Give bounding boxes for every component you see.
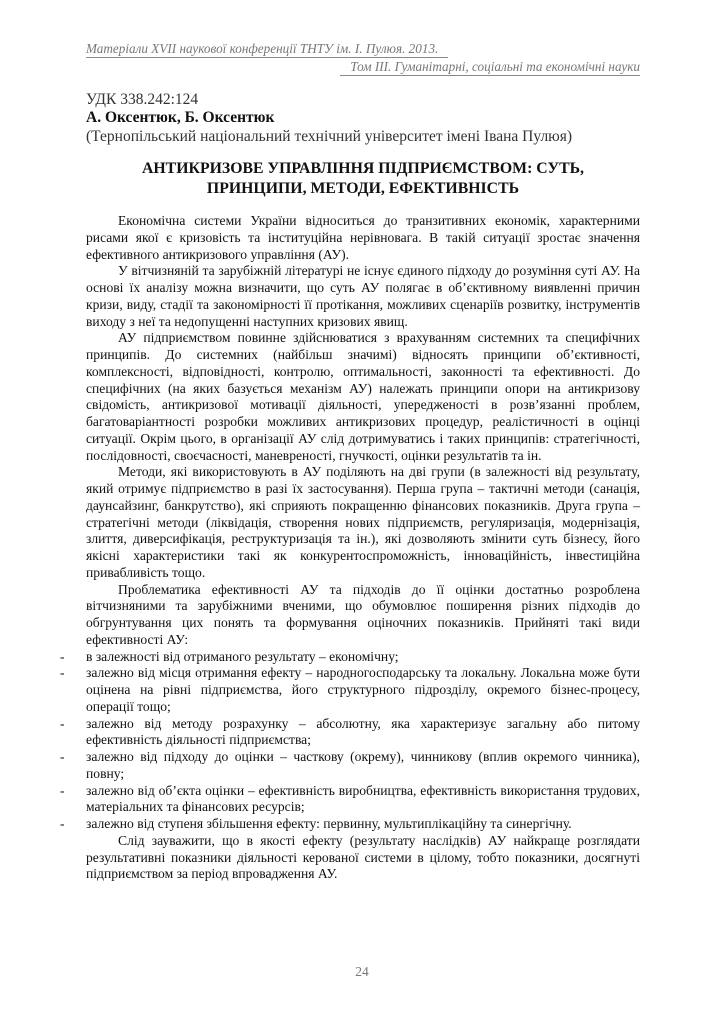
list-item-text: залежно від об’єкта оцінки – ефективність виробництва, ефективність використання трудових, матеріальних та фінансових ресурсів;	[86, 782, 640, 815]
body-paragraph: Проблематика ефективності АУ та підходів до її оцінки достатньо розроблена вітчизняними та зарубіжними вченими, що обумовлює поширення різних підходів до обгрунтування цих понять та формування оціночних показників. Прийняті такі види ефективності АУ:	[86, 581, 640, 647]
list-dash: -	[60, 749, 65, 764]
list-item	[60, 816, 640, 833]
page-number: 24	[355, 964, 369, 979]
list-dash: -	[60, 782, 65, 798]
list-item-text: залежно від місця отримання ефекту – народногосподарську та локальну. Локальна може бути оцінена на рівні підприємства, його структурного підрозділу, окремого бізнес-процесу, операції тощо;	[86, 665, 640, 714]
article-title-line: ПРИНЦИПИ, МЕТОДИ, ЕФЕКТИВНІСТЬ	[206, 180, 520, 197]
running-header-conference: Матеріали XVІI наукової конференції ТНТУ ім. І. Пулюя. 2013.	[86, 41, 439, 56]
list-item	[60, 665, 640, 715]
list-dash: -	[60, 816, 65, 831]
list-item-text: в залежності від отриманого результату – економічну;	[86, 648, 399, 664]
body-paragraph-final: Слід зауважити, що в якості ефекту (результату наслідків) АУ найкраще розглядати результативні показники діяльності керованої системи в цілому, тобто показники, досягнуті підприємством за період впровадження АУ.	[86, 832, 640, 882]
list-item-text: залежно від ступеня збільшення ефекту: первинну, мультиплікаційну та синергічну.	[86, 816, 572, 831]
efficiency-types-list	[60, 648, 640, 833]
list-item	[60, 749, 640, 783]
body-paragraph: У вітчизняній та зарубіжній літературі не існує єдиного підходу до розуміння суті АУ. На основі їх аналізу можна визначити, що суть АУ полягає в об’єктивному виявленні причин кризи, виду, стадії та закономірності її протікання, можливих сценаріїв розвитку, інструментів виходу з неї та недопущенні наступних кризових явищ.	[86, 263, 640, 329]
list-item	[60, 648, 640, 666]
udk-code: УДК 338.242:124	[86, 91, 199, 108]
list-item-text: залежно від підходу до оцінки – часткову (окрему), чинникову (вплив окремого чинника), повну;	[86, 749, 640, 781]
affiliation: (Тернопільський національний технічний університет імені Івана Пулюя)	[86, 128, 573, 145]
list-item	[60, 715, 640, 750]
body-paragraph: АУ підприємством повинне здійснюватися з врахуванням системних та специфічних принципів. До системних (найбільш значимі) відносять принципи об’єктивності, комплексності, відповідності, контролю, оптимальності, законності та ефективності. До специфічних (на яких базується механізм АУ) належать принципи опори на антикризову свідомість, антикризової мотивації діяльності, упередженості в розв’язанні проблем, багатоваріантності розробки можливих антикризових процедур, реалістичності в оцінці ситуації. Окрім цього, в організації АУ слід дотримуватись і таких принципів: стратегічності, послідовності, своєчасності, маневреності, гнучкості, оцінки результатів та ін.	[86, 330, 640, 463]
running-header-volume: Том ІІІ. Гуманітарні, соціальні та економічні науки	[350, 59, 640, 74]
list-dash: -	[60, 648, 65, 664]
article-title-line: АНТИКРИЗОВЕ УПРАВЛІННЯ ПІДПРИЄМСТВОМ: СУТЬ,	[141, 160, 585, 177]
list-dash: -	[60, 715, 65, 731]
article-title	[86, 159, 640, 199]
body-paragraph: Економічна системи України відноситься до транзитивних економік, характерними рисами якої є кризовість та інституційна нерівновага. В такій ситуації зростає значення ефективного антикризового управління (АУ).	[86, 213, 640, 262]
header-underline	[340, 75, 640, 76]
article-body	[60, 213, 640, 883]
list-item	[60, 782, 640, 817]
header-underline	[86, 57, 448, 58]
list-dash: -	[60, 665, 65, 681]
body-paragraph: Методи, які використовують в АУ поділяють на дві групи (в залежності від результату, який отримує підприємство в разі їх застосування). Перша група – тактичні методи (санація, даунсайзинг, банкрутство), які сприяють покращенню фінансових показників. Друга група – стратегічні методи (ліквідація, створення нових підприємств, регуляризація, модернізація, злиття, диверсифікація, реструктуризація та ін.), які дозволяють змінити суть бізнесу, його якісні характеристики такі як конкурентоспроможність, інноваційність, інвестиційна привабливість тощо.	[86, 464, 640, 580]
list-item-text: залежно від методу розрахунку – абсолютну, яка характеризує загальну або питому ефективність діяльності підприємства;	[86, 715, 640, 748]
authors: А. Оксентюк, Б. Оксентюк	[86, 109, 275, 126]
